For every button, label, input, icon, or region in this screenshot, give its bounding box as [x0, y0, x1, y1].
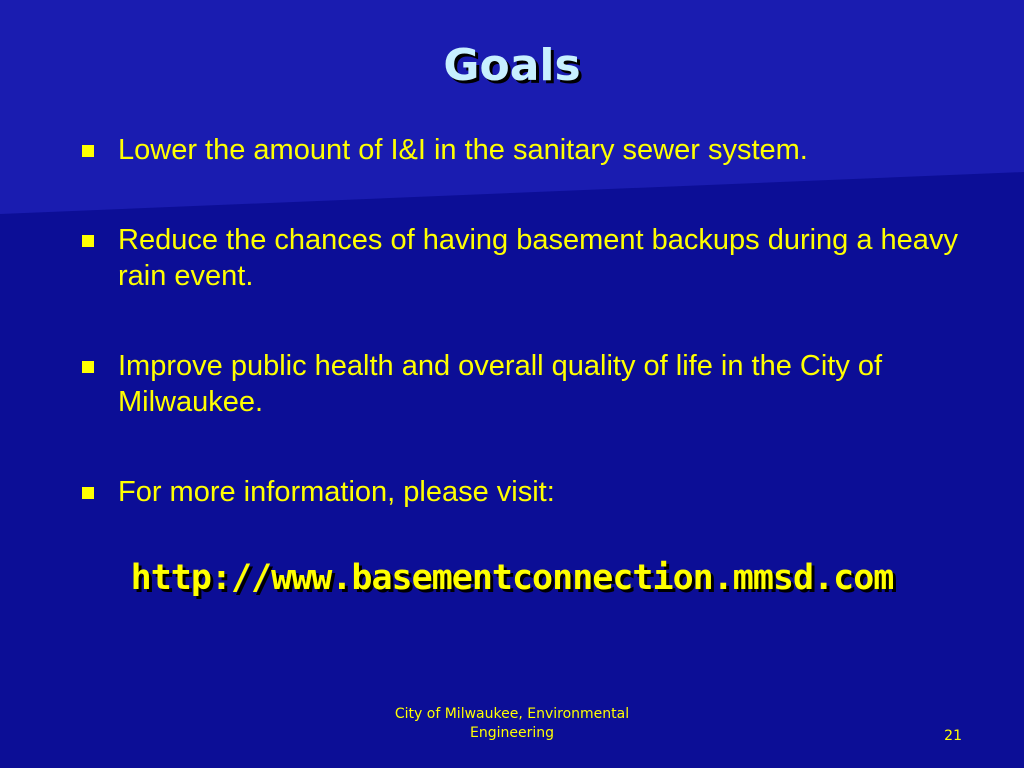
footer-organization	[362, 705, 662, 743]
slide-title: Goals	[443, 40, 581, 91]
website-link[interactable]: http://www.basementconnection.mmsd.com	[130, 558, 894, 598]
square-bullet-icon	[82, 361, 94, 373]
square-bullet-icon	[82, 235, 94, 247]
bullet-item	[80, 132, 960, 168]
bullet-list	[80, 132, 960, 510]
bullet-text: Improve public health and overall quality of life in the City of Milwaukee.	[118, 350, 883, 418]
square-bullet-icon	[82, 487, 94, 499]
bullet-item	[80, 348, 960, 420]
bullet-item	[80, 474, 960, 510]
page-number: 21	[944, 728, 962, 744]
bullet-text: Lower the amount of I&I in the sanitary sewer system.	[118, 134, 808, 166]
footer-org-line1: City of Milwaukee, Environmental	[394, 706, 630, 722]
bullet-text: For more information, please visit:	[118, 476, 555, 508]
bullet-item	[80, 222, 960, 294]
square-bullet-icon	[82, 145, 94, 157]
footer-org-line2: Engineering	[470, 725, 554, 741]
bullet-text: Reduce the chances of having basement backups during a heavy rain event.	[118, 224, 958, 292]
